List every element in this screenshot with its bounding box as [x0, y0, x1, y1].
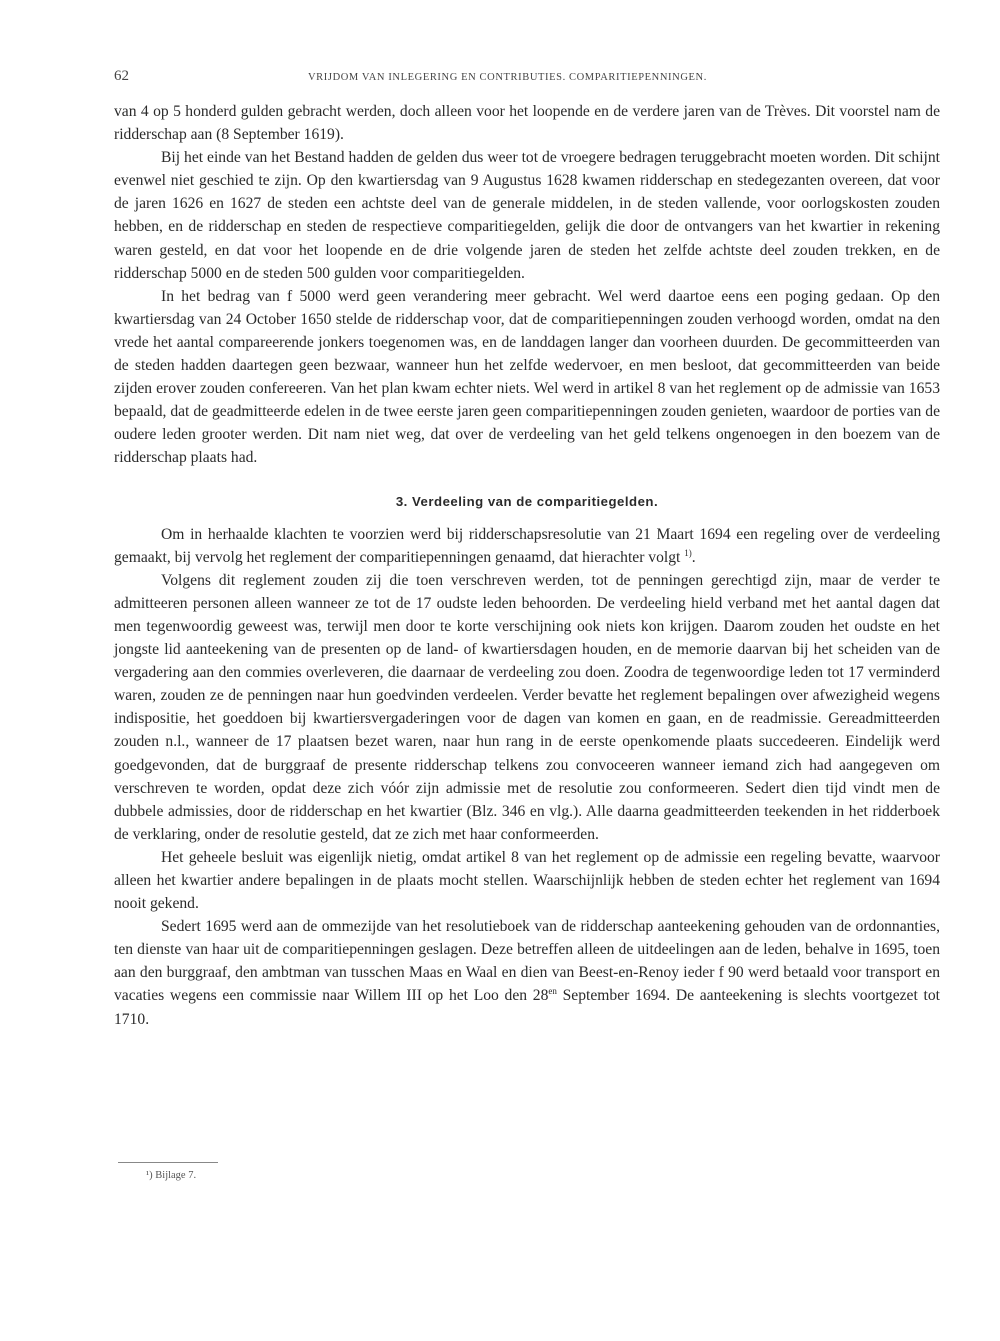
paragraph: In het bedrag van f 5000 werd geen verandering meer gebracht. Wel werd daartoe eens een poging gedaan. Op den kwartiersdag van 24 October 1650 stelde de ridderschap voor, dat de comparitiepenningen zouden verhoogd worden, omdat na den vrede het aantal compareerende jonkers toegenomen was, en de landdagen langer dan voorheen duurden. De gecommitteerden van de steden hadden daartegen geen bezwaar, wanneer hun het zelfde wedervoer, en men besloot, dat gecommitteerden van beide zijden erover zouden confereeren. Van het plan kwam echter niets. Wel werd in artikel 8 van het reglement op de admissie van 1653 bepaald, dat de geadmitteerde edelen in de twee eerste jaren geen comparitiepenningen zouden genieten, waardoor de porties van de oudere leden grooter werden. Dit nam niet weg, dat over de verdeeling van het geld telkens ongenoegen in den boezem van de ridderschap plaats had. — [114, 287, 940, 467]
paragraph: van 4 op 5 honderd gulden gebracht werden, doch alleen voor het loopende en de verdere jaren van de Trèves. Dit voorstel nam de ridderschap aan (8 September 1619). — [114, 103, 940, 144]
footnote: ¹) Bijlage 7. — [146, 1170, 197, 1181]
paragraph-text: Sedert 1695 werd aan de ommezijde van het resolutieboek van de ridderschap aanteekening gehouden van de ordonnanties, ten dienste van haar uit de comparitiepenningen geslagen. Deze betreffen alleen de uitdeelingen aan de leden, behalve in 1695, toen aan den burggraaf, den ambtman van tusschen Maas en Waal en dien van Beest-en-Renoy ieder f 90 werd betaald voor transport en vacaties wegens een commissie naar Willem III op het Loo den 28 — [114, 918, 940, 1005]
footnote-divider — [118, 1162, 218, 1163]
paragraph: Het geheele besluit was eigenlijk nietig, omdat artikel 8 van het reglement op de admissie een regeling bevatte, waarvoor alleen het kwartier andere bepalingen in de plaats mocht stellen. Waarschijnlijk hebben de steden echter het reglement van 1694 nooit gekend. — [114, 848, 940, 913]
paragraph: Volgens dit reglement zouden zij die toen verschreven werden, tot de penningen gerechtigd zijn, maar de verder te admitteeren personen alleen wanneer ze tot de 17 oudste leden behoorden. De verdeeling hield verband met het aantal dagen dat men tegenwoordig geweest was, terwijl men door te korte verschijning ook niets kon krijgen. Daarom zouden het oudste en het jongste lid aanteekening van de presenten op de land- of kwartiersdagen houden, en de memorie daarvan bij het scheiden van de vergadering aan den commies overleveren, die daarnaar de verdeeling zou doen. Zoodra de tegenwoordige leden tot 17 verminderd waren, zouden ze de penningen naar hun goedvinden verdeelen. Verder bevatte het reglement bepalingen over afwezigheid wegens indispositie, het goeddoen bij kwartiersvergaderingen voor de dagen van komen en gaan, en de readmissie. Gereadmitteerden zouden n.l., wanneer de 17 plaatsen bezet waren, naar hun rang in de eerste openkomende plaats succedeeren. Eindelijk werd goedgevonden, dat de burggraaf de presente ridderschap telkens zou convoceeren wanneer iemand zich had aangegeven om verschreven te worden, opdat deze zich vóór zijn admissie met de resolutie zou conformeeren. Sedert dien tijd vindt men de dubbele admissies, door de ridderschap en het kwartier (Blz. 346 en vlg.). Alle daarna geadmitteerden teekenden in het ridderboek de verklaring, onder de resolutie gesteld, dat ze zich met haar conformeerden. — [114, 571, 940, 843]
running-title: VRIJDOM VAN INLEGERING EN CONTRIBUTIES. COMPARITIEPENNINGEN. — [308, 72, 707, 83]
paragraph — [114, 915, 940, 1030]
ordinal-superscript: en — [548, 986, 557, 997]
section-heading: 3. Verdeeling van de comparitiegelden. — [395, 493, 659, 509]
paragraph-tail: . — [691, 548, 696, 566]
paragraph-text: Om in herhaalde klachten te voorzien werd bij ridderschapsresolutie van 21 Maart 1694 een regeling over de verdeeling gemaakt, bij vervolg het reglement der comparitiepenningen genaamd, dat hierachter volgt — [114, 525, 940, 566]
paragraph-tail: September 1694. De aanteekening is slechts voortgezet tot 1710. — [114, 987, 940, 1028]
paragraph — [114, 523, 940, 569]
page-number: 62 — [114, 68, 129, 84]
footnote-reference[interactable]: 1) — [684, 547, 692, 558]
page-header — [114, 68, 940, 88]
paragraph: Bij het einde van het Bestand hadden de gelden dus weer tot de vroegere bedragen teruggebracht moeten worden. Dit schijnt evenwel niet geschied te zijn. Op den kwartiersdag van 9 Augustus 1628 kwamen ridderschap en stedegezanten overeen, dat voor de jaren 1626 en 1627 de steden een achtste deel van de generale middelen, in de steden vallende, voor oorlogskosten zouden hebben, en de ridderschap en steden de respectieve comparitiegelden, gelijk die door de ontvangers van het kwartier in rekening waren gesteld, en dat voor het loopende en de drie volgende jaren de steden het zelfde achtste deel zouden trekken, en de ridderschap 5000 en de steden 500 gulden voor comparitiegelden. — [114, 149, 940, 282]
body-text — [114, 100, 940, 1031]
